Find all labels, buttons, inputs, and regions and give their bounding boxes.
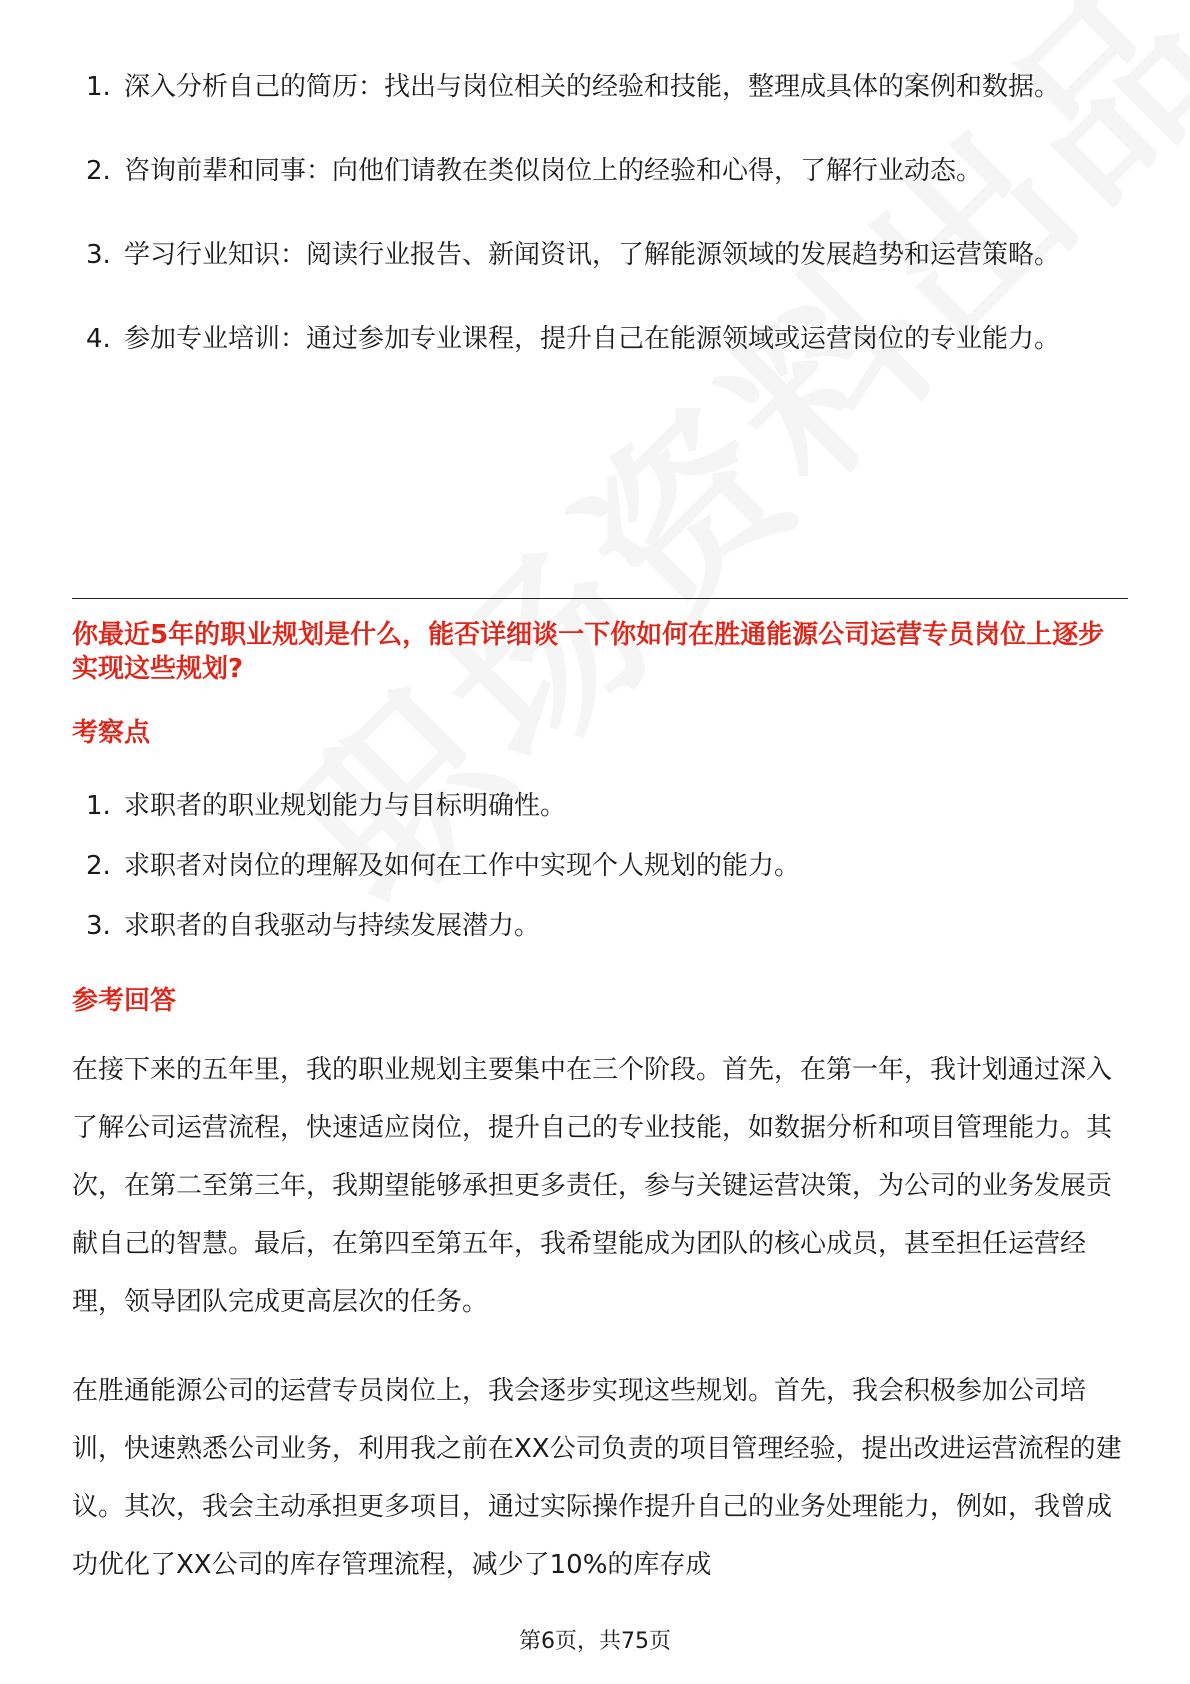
list-item-text: 求职者的自我驱动与持续发展潜力。 [124, 911, 541, 941]
list-item-text: 参加专业培训：通过参加专业课程，提升自己在能源领域或运营岗位的专业能力。 [124, 324, 1061, 354]
list-item-text: 求职者对岗位的理解及如何在工作中实现个人规划的能力。 [124, 851, 801, 881]
assessment-points-heading: 考察点 [72, 718, 151, 748]
answer-paragraph: 在胜通能源公司的运营专员岗位上，我会逐步实现这些规划。首先，我会积极参加公司培训，快速熟悉公司业务，利用我之前在XX公司负责的项目管理经验，提出改进运营流程的建议。其次，我会主动承担更多项目，通过实际操作提升自己的业务处理能力，例如，我曾成功优化了XX公司的库存管理流程，减少了10%的库存成 [72, 1376, 1122, 1580]
assessment-points-list [72, 786, 1122, 966]
list-item: 4. 参加专业培训：通过参加专业课程，提升自己在能源领域或运营岗位的专业能力。 [86, 324, 1061, 354]
page-number-footer: 第6页，共75页 [519, 1629, 671, 1654]
answer-paragraph: 在接下来的五年里，我的职业规划主要集中在三个阶段。首先，在第一年，我计划通过深入了解公司运营流程，快速适应岗位，提升自己的专业技能，如数据分析和项目管理能力。其次，在第二至第三年，我期望能够承担更多责任，参与关键运营决策，为公司的业务发展贡献自己的智慧。最后，在第四至第五年，我希望能成为团队的核心成员，甚至担任运营经理，领导团队完成更高层次的任务。 [72, 1055, 1113, 1317]
list-item-text: 学习行业知识：阅读行业报告、新闻资讯，了解能源领域的发展趋势和运营策略。 [124, 240, 1061, 270]
list-item-text: 咨询前辈和同事：向他们请教在类似岗位上的经验和心得，了解行业动态。 [124, 156, 983, 186]
list-item: 3. 求职者的自我驱动与持续发展潜力。 [86, 911, 541, 941]
list-item: 2. 求职者对岗位的理解及如何在工作中实现个人规划的能力。 [86, 851, 801, 881]
list-item: 1. 求职者的职业规划能力与目标明确性。 [86, 791, 567, 821]
list-item-text: 深入分析自己的简历：找出与岗位相关的经验和技能，整理成具体的案例和数据。 [124, 72, 1061, 102]
question-heading: 你最近5年的职业规划是什么，能否详细谈一下你如何在胜通能源公司运营专员岗位上逐步实现这些规划? [72, 620, 1105, 684]
reference-answer-heading: 参考回答 [72, 986, 177, 1016]
list-item-text: 求职者的职业规划能力与目标明确性。 [124, 791, 567, 821]
list-item: 1. 深入分析自己的简历：找出与岗位相关的经验和技能，整理成具体的案例和数据。 [86, 72, 1061, 102]
list-item: 3. 学习行业知识：阅读行业报告、新闻资讯，了解能源领域的发展趋势和运营策略。 [86, 240, 1061, 270]
section-divider [72, 598, 1128, 599]
preparation-steps-list [72, 58, 1122, 394]
list-item: 2. 咨询前辈和同事：向他们请教在类似岗位上的经验和心得，了解行业动态。 [86, 156, 983, 186]
